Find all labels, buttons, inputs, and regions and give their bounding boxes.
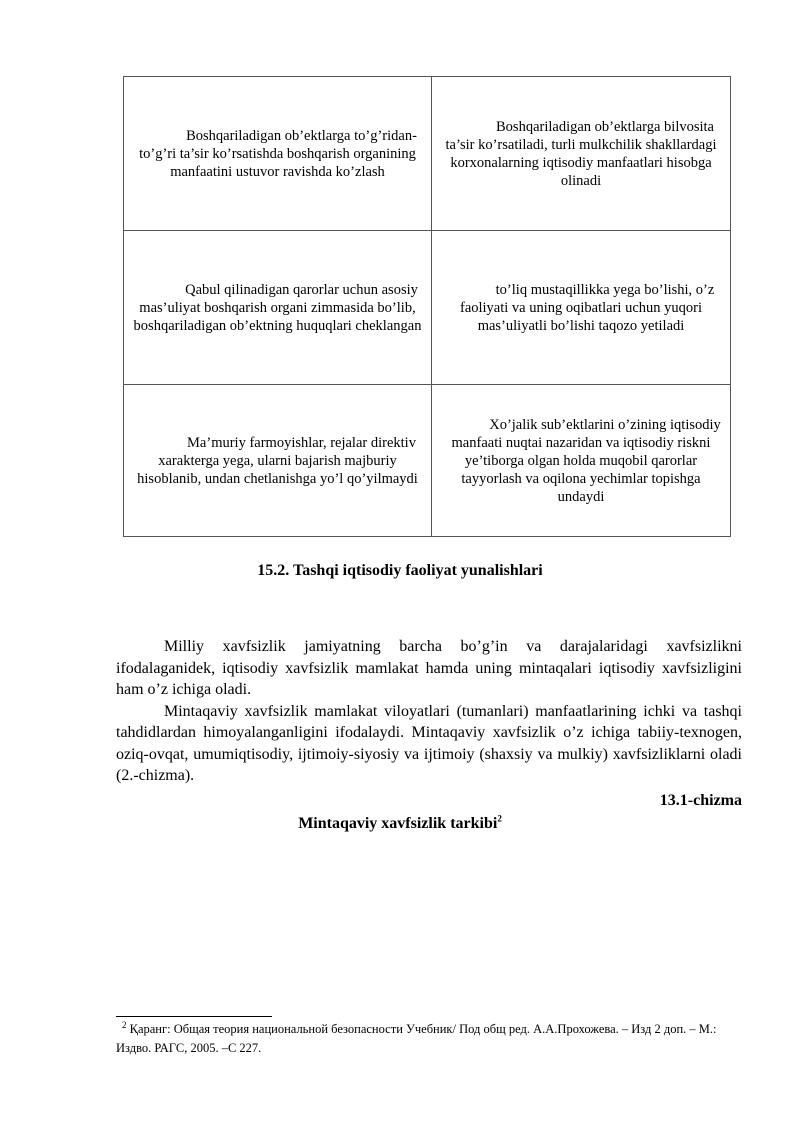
- table-cell-row2-right: to’liq mustaqillikka yega bo’lishi, o’z faoliyati va uning oqibatlari uchun yuqori mas’uliyatli bo’lishi taqozo yetiladi: [432, 231, 730, 385]
- figure-number: 13.1-chizma: [659, 792, 742, 809]
- comparison-table: [123, 76, 731, 537]
- table-cell-row3-left: Ma’muriy farmoyishlar, rejalar direktiv xarakterga yega, ularni bajarish majburiy hisoblanib, undan chetlanishga yo’l qo’yilmaydi: [124, 385, 432, 536]
- body-text: [116, 636, 742, 787]
- table-cell-row1-left: Boshqariladigan ob’ektlarga to’g’ridan-to’g’ri ta’sir ko’rsatishda boshqarish organining manfaatini ustuvor ravishda ko’zlash: [124, 77, 432, 231]
- table-cell-row2-left: Qabul qilinadigan qarorlar uchun asosiy mas’uliyat boshqarish organi zimmasida bo’lib, boshqariladigan ob’ektning huquqlari cheklangan: [124, 231, 432, 385]
- footnote-divider: [116, 1016, 272, 1017]
- footnote-text: Қаранг: Общая теория национальной безопасности Учебник/ Под общ ред. А.А.Прохожева. – Изд 2 доп. – М.: Издво. РАГС, 2005. –С 227.: [116, 1022, 717, 1055]
- section-title: 15.2. Tashqi iqtisodiy faoliyat yunalishlari: [257, 562, 543, 579]
- table-cell-row1-right: Boshqariladigan ob’ektlarga bilvosita ta’sir ko’rsatiladi, turli mulkchilik shakllardagi korxonalarning iqtisodiy manfaatlari hisobga olinadi: [432, 77, 730, 231]
- figure-title-text: Mintaqaviy xavfsizlik tarkibi: [298, 815, 498, 832]
- figure-title: [0, 815, 800, 833]
- paragraph: Mintaqaviy xavfsizlik mamlakat viloyatlari (tumanlari) manfaatlarining ichki va tashqi tahdidlardan himoyalanganligini ifodalaydi. Mintaqaviy xavfsizlik o’z ichiga tabiiy-texnogen, oziq-ovqat, umumiqtisodiy, ijtimoiy-siyosiy va ijtimoiy (shaxsiy va mulkiy) xavfsizliklarni oladi (2.-chizma).: [116, 702, 742, 784]
- footnote-marker: 2: [122, 1019, 127, 1030]
- table-cell-row3-right: Xo’jalik sub’ektlarini o’zining iqtisodiy manfaati nuqtai nazaridan va iqtisodiy riskni ye’tiborga olgan holda muqobil qarorlar tayyorlash va oqilona yechimlar topishga undaydi: [451, 416, 721, 505]
- footnote-reference[interactable]: 2: [497, 813, 502, 824]
- paragraph: Milliy xavfsizlik jamiyatning barcha bo’g’in va darajalaridagi xavfsizlikni ifodalaganidek, iqtisodiy xavfsizlik mamlakat hamda uning mintaqalari iqtisodiy xavfsizligini ham o’z ichiga oladi.: [116, 638, 742, 698]
- footnote: [116, 1020, 746, 1058]
